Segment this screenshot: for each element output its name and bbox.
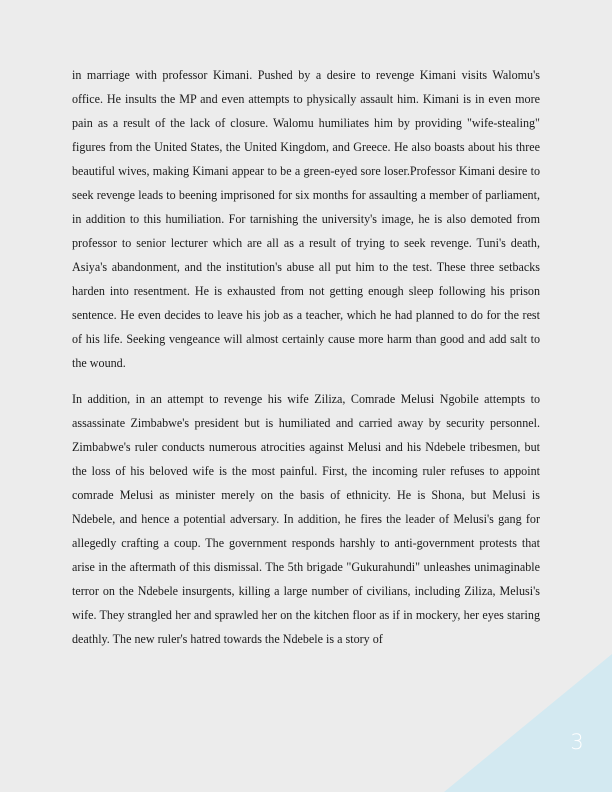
- page-body: [72, 63, 540, 663]
- corner-accent-triangle: [444, 654, 612, 792]
- triangle-shape-icon: [444, 654, 612, 792]
- page-number: 3: [570, 730, 584, 754]
- paragraph: In addition, in an attempt to revenge his wife Ziliza, Comrade Melusi Ngobile attempts to assassinate Zimbabwe's president but is humiliated and carried away by security personnel. Zimbabwe's ruler conducts numerous atrocities against Melusi and his Ndebele tribesmen, but the loss of his beloved wife is the most painful. First, the incoming ruler refuses to appoint comrade Melusi as minister merely on the basis of ethnicity. He is Shona, but Melusi is Ndebele, and hence a potential adversary. In addition, he fires the leader of Melusi's gang for allegedly crafting a coup. The government responds harshly to anti-government protests that arise in the aftermath of this dismissal. The 5th brigade "Gukurahundi" unleashes unimaginable terror on the Ndebele insurgents, killing a large number of civilians, including Ziliza, Melusi's wife. They strangled her and sprawled her on the kitchen floor as if in mockery, her eyes staring deathly. The new ruler's hatred towards the Ndebele is a story of: [72, 392, 540, 646]
- paragraph: in marriage with professor Kimani. Pushed by a desire to revenge Kimani visits Walomu's office. He insults the MP and even attempts to physically assault him. Kimani is in even more pain as a result of the lack of closure. Walomu humiliates him by providing "wife-stealing" figures from the United States, the United Kingdom, and Greece. He also boasts about his three beautiful wives, making Kimani appear to be a green-eyed sore loser.Professor Kimani desire to seek revenge leads to beening imprisoned for six months for assaulting a member of parliament, in addition to this humiliation. For tarnishing the university's image, he is also demoted from professor to senior lecturer which are all as a result of trying to seek revenge. Tuni's death, Asiya's abandonment, and the institution's abuse all put him to the test. These three setbacks harden into resentment. He is exhausted from not getting enough sleep following his prison sentence. He even decides to leave his job as a teacher, which he had planned to do for the rest of his life. Seeking vengeance will almost certainly cause more harm than good and add salt to the wound.: [72, 68, 540, 370]
